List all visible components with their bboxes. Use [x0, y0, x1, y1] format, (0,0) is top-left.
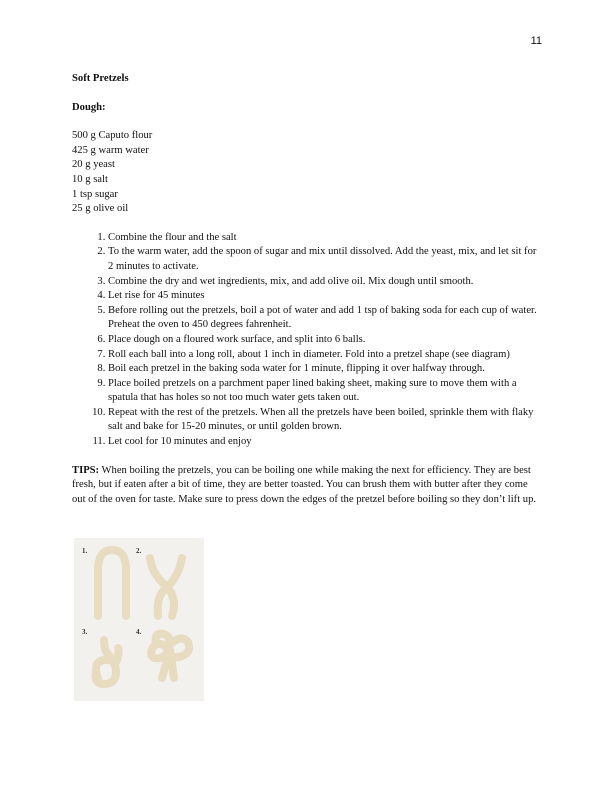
recipe-content — [72, 72, 542, 507]
pretzel-diagram-svg — [74, 538, 204, 701]
instruction-step: 8. Boil each pretzel in the baking soda water for 1 minute, flipping it over halfway through. — [108, 362, 542, 377]
instruction-step: 3. Combine the dry and wet ingredients, mix, and add olive oil. Mix dough until smooth. — [108, 275, 542, 290]
instruction-steps — [72, 231, 542, 450]
instruction-step: 9. Place boiled pretzels on a parchment paper lined baking sheet, making sure to move them with a spatula that has holes so not too much water gets taken out. — [108, 377, 542, 406]
diagram-label-4: 4. — [136, 628, 142, 636]
instruction-step: 11. Let cool for 10 minutes and enjoy — [108, 435, 542, 450]
tips-paragraph — [72, 464, 542, 508]
recipe-title: Soft Pretzels — [72, 73, 129, 84]
instruction-step: 7. Roll each ball into a long roll, about 1 inch in diameter. Fold into a pretzel shape (see diagram) — [108, 348, 542, 363]
instruction-step: 1. Combine the flour and the salt — [108, 231, 542, 246]
pretzel-step-3-shape — [96, 640, 119, 684]
pretzel-diagram-image — [74, 538, 204, 701]
pretzel-step-2-shape — [150, 558, 182, 616]
tips-label: TIPS: — [72, 464, 100, 476]
diagram-label-1: 1. — [82, 547, 88, 555]
instruction-step: 2. To the warm water, add the spoon of sugar and mix until dissolved. Add the yeast, mix, and let sit for 2 minutes to activate. — [108, 245, 542, 274]
tips-text: When boiling the pretzels, you can be boiling one while making the next for efficiency. They are best fresh, but if eaten after a bit of time, they are better toasted. You can brush them with butter after they come out of the oven for taste. Make sure to press down the edges of the pretzel before boiling so they don’t lift up. — [72, 464, 537, 505]
ingredient-item: 20 g yeast — [72, 159, 115, 171]
ingredient-list — [72, 129, 542, 217]
page-number: 11 — [530, 35, 542, 47]
pretzel-shapes — [96, 550, 189, 684]
ingredient-item: 500 g Caputo flour — [72, 130, 153, 142]
ingredient-item: 10 g salt — [72, 173, 108, 185]
ingredient-item: 25 g olive oil — [72, 203, 129, 215]
instruction-step: 10. Repeat with the rest of the pretzels. When all the pretzels have been boiled, sprinkle them with flaky salt and bake for 15-20 minutes, or until golden brown. — [108, 406, 542, 435]
dough-heading: Dough: — [72, 101, 106, 113]
diagram-label-3: 3. — [82, 628, 88, 636]
pretzel-step-1-shape — [98, 550, 126, 616]
instruction-step: 4. Let rise for 45 minutes — [108, 289, 542, 304]
ingredient-item: 425 g warm water — [72, 144, 149, 156]
ingredient-item: 1 tsp sugar — [72, 188, 118, 200]
pretzel-step-4-shape — [151, 634, 189, 678]
instruction-step: 6. Place dough on a floured work surface, and split into 6 balls. — [108, 333, 542, 348]
diagram-label-2: 2. — [136, 547, 142, 555]
instruction-step: 5. Before rolling out the pretzels, boil a pot of water and add 1 tsp of baking soda for each cup of water. Preheat the oven to 450 degrees fahrenheit. — [108, 304, 542, 333]
